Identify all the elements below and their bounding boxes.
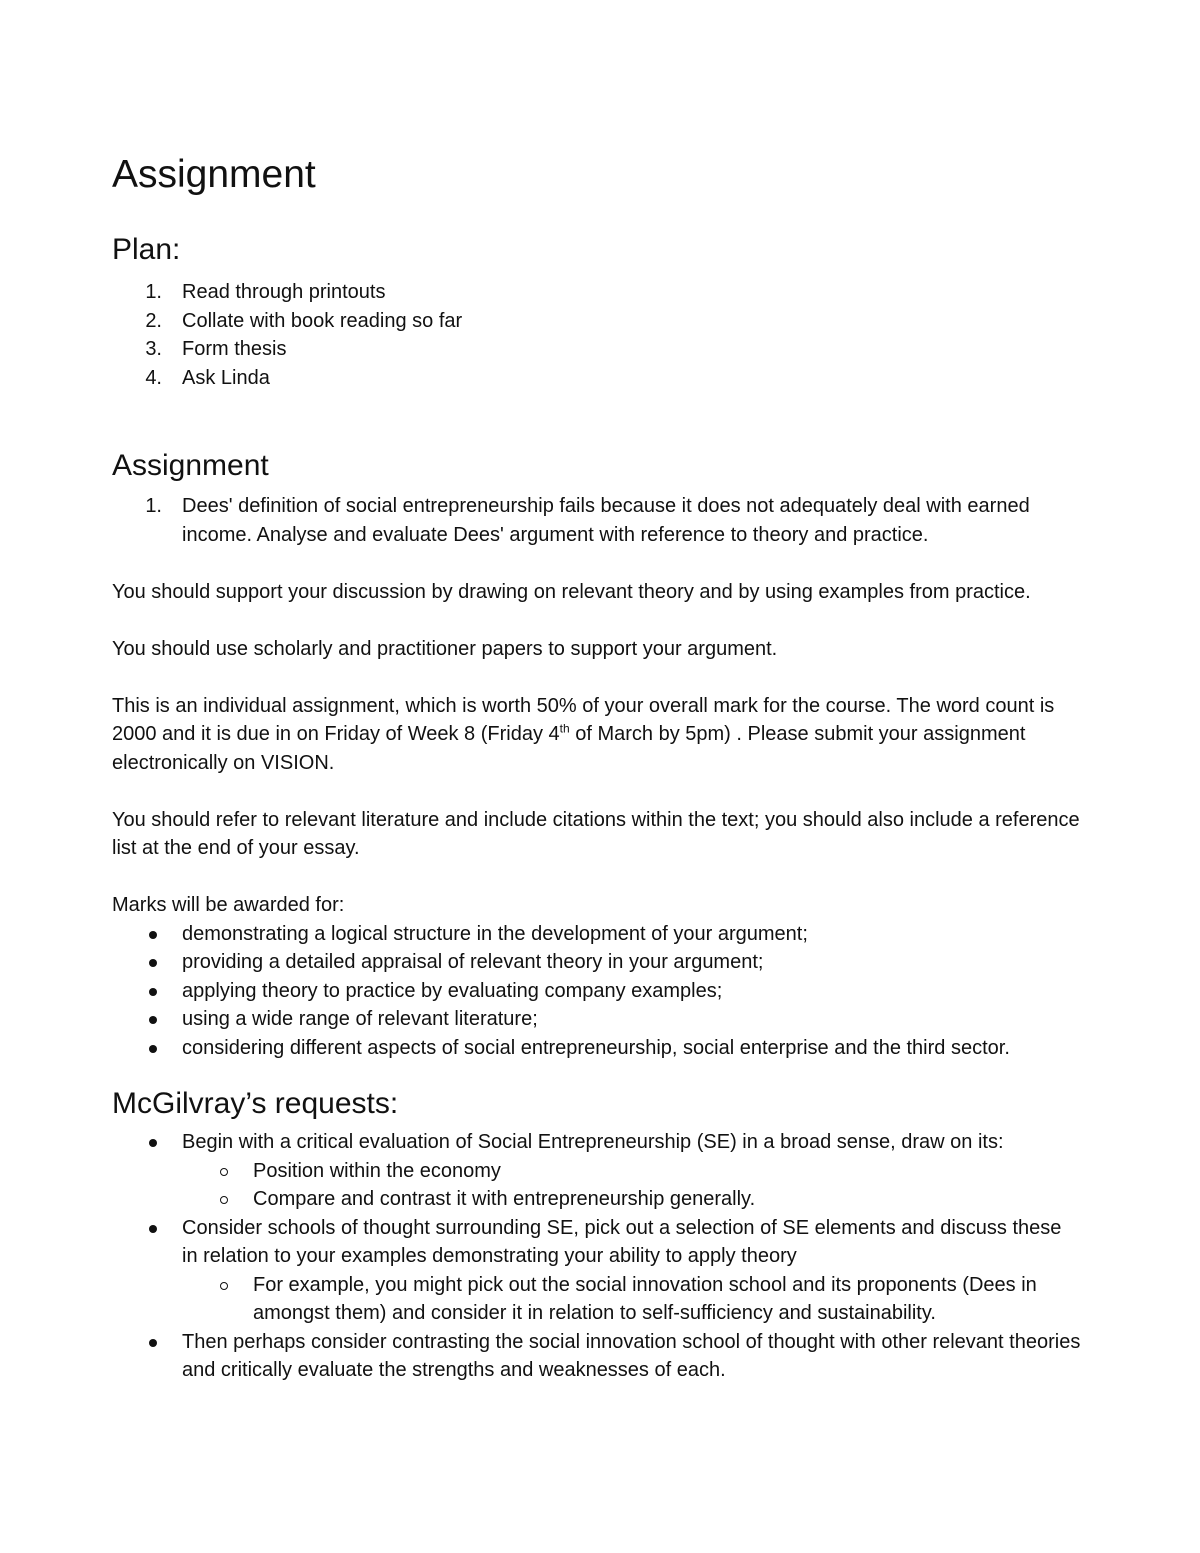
document-title: Assignment bbox=[112, 153, 316, 196]
plan-item-text: Ask Linda bbox=[182, 366, 270, 389]
bullet-icon bbox=[149, 1139, 157, 1147]
plan-item-text: Read through printouts bbox=[182, 281, 386, 303]
hollow-bullet-icon bbox=[220, 1196, 228, 1204]
list-item-text: applying theory to practice by evaluating company examples; bbox=[182, 979, 723, 1002]
bullet-icon bbox=[149, 1045, 157, 1053]
plan-item bbox=[112, 307, 1082, 336]
details-text-b: of March by 5pm) . Please submit your assignment electronically on VISION. bbox=[112, 723, 1026, 774]
assignment-question bbox=[112, 492, 1082, 549]
marks-list bbox=[112, 920, 1082, 1063]
plan-item-text: Form thesis bbox=[182, 338, 287, 360]
details-text-a: This is an individual assignment, which is worth 50% of your overall mark for the course. The word count is 2000 and it is due in on Friday of Week 8 (Friday 4 bbox=[112, 694, 1055, 745]
list-item bbox=[112, 948, 1082, 977]
list-item bbox=[112, 1214, 1082, 1271]
bullet-icon bbox=[149, 1225, 157, 1233]
list-item-text: providing a detailed appraisal of relevant theory in your argument; bbox=[182, 951, 764, 973]
sub-list-item-text: For example, you might pick out the social innovation school and its proponents (Dees in amongst them) and consider it in relation to self-sufficiency and sustainability. bbox=[253, 1273, 1037, 1324]
list-item bbox=[112, 977, 1082, 1006]
requests-list bbox=[112, 1128, 1082, 1157]
sub-list-item bbox=[112, 1157, 1082, 1186]
plan-list bbox=[112, 278, 1082, 392]
sub-list-item bbox=[112, 1271, 1082, 1328]
papers-paragraph: You should use scholarly and practitioner papers to support your argument. bbox=[112, 637, 778, 660]
sub-list-item bbox=[112, 1185, 1082, 1214]
list-number: 3. bbox=[145, 338, 162, 360]
list-number: 1. bbox=[145, 281, 162, 303]
ordinal-suffix: th bbox=[559, 721, 570, 736]
requests-heading: McGilvray’s requests: bbox=[112, 1087, 399, 1120]
requests-list bbox=[112, 1214, 1082, 1271]
citations-paragraph: You should refer to relevant literature and include citations within the text; you should also include a reference list at the end of your essay. bbox=[112, 808, 1080, 859]
list-number: 4. bbox=[145, 366, 162, 389]
plan-item bbox=[112, 278, 1082, 307]
sub-list-item-text: Position within the economy bbox=[253, 1159, 501, 1182]
bullet-icon bbox=[149, 1016, 157, 1024]
plan-heading: Plan: bbox=[112, 233, 181, 266]
list-item-text: using a wide range of relevant literature; bbox=[182, 1008, 538, 1030]
assignment-question-list bbox=[112, 492, 1082, 549]
list-item bbox=[112, 1005, 1082, 1034]
list-item-text: Begin with a critical evaluation of Social Entrepreneurship (SE) in a broad sense, draw on its: bbox=[182, 1131, 1004, 1153]
requests-sublist bbox=[112, 1157, 1082, 1214]
bullet-icon bbox=[149, 1339, 157, 1347]
details-paragraph bbox=[112, 692, 1082, 778]
bullet-icon bbox=[149, 959, 157, 967]
question-text: Dees' definition of social entrepreneurship fails because it does not adequately deal with earned income. Analyse and evaluate Dees' argument with reference to theory and practice. bbox=[182, 495, 1030, 546]
list-item-text: considering different aspects of social entrepreneurship, social enterprise and the third sector. bbox=[182, 1036, 1010, 1059]
hollow-bullet-icon bbox=[220, 1168, 228, 1176]
list-item bbox=[112, 1128, 1082, 1157]
plan-item bbox=[112, 364, 1082, 393]
list-item-text: demonstrating a logical structure in the development of your argument; bbox=[182, 922, 808, 945]
sub-list-item-text: Compare and contrast it with entrepreneurship generally. bbox=[253, 1188, 756, 1210]
hollow-bullet-icon bbox=[220, 1282, 228, 1290]
list-number: 1. bbox=[145, 495, 162, 517]
assignment-heading: Assignment bbox=[112, 449, 269, 482]
list-item bbox=[112, 1034, 1082, 1063]
list-item bbox=[112, 920, 1082, 949]
list-item-text: Then perhaps consider contrasting the social innovation school of thought with other relevant theories and critically evaluate the strengths and weaknesses of each. bbox=[182, 1330, 1081, 1381]
requests-list bbox=[112, 1328, 1082, 1385]
plan-item bbox=[112, 335, 1082, 364]
bullet-icon bbox=[149, 931, 157, 939]
requests-sublist bbox=[112, 1271, 1082, 1328]
support-paragraph: You should support your discussion by drawing on relevant theory and by using examples from practice. bbox=[112, 580, 1031, 603]
list-item-text: Consider schools of thought surrounding SE, pick out a selection of SE elements and discuss these in relation to your examples demonstrating your ability to apply theory bbox=[182, 1216, 1062, 1267]
list-item bbox=[112, 1328, 1082, 1385]
bullet-icon bbox=[149, 988, 157, 996]
plan-item-text: Collate with book reading so far bbox=[182, 309, 463, 332]
marks-intro: Marks will be awarded for: bbox=[112, 894, 345, 916]
document-body bbox=[112, 148, 1082, 1385]
list-number: 2. bbox=[145, 309, 162, 332]
